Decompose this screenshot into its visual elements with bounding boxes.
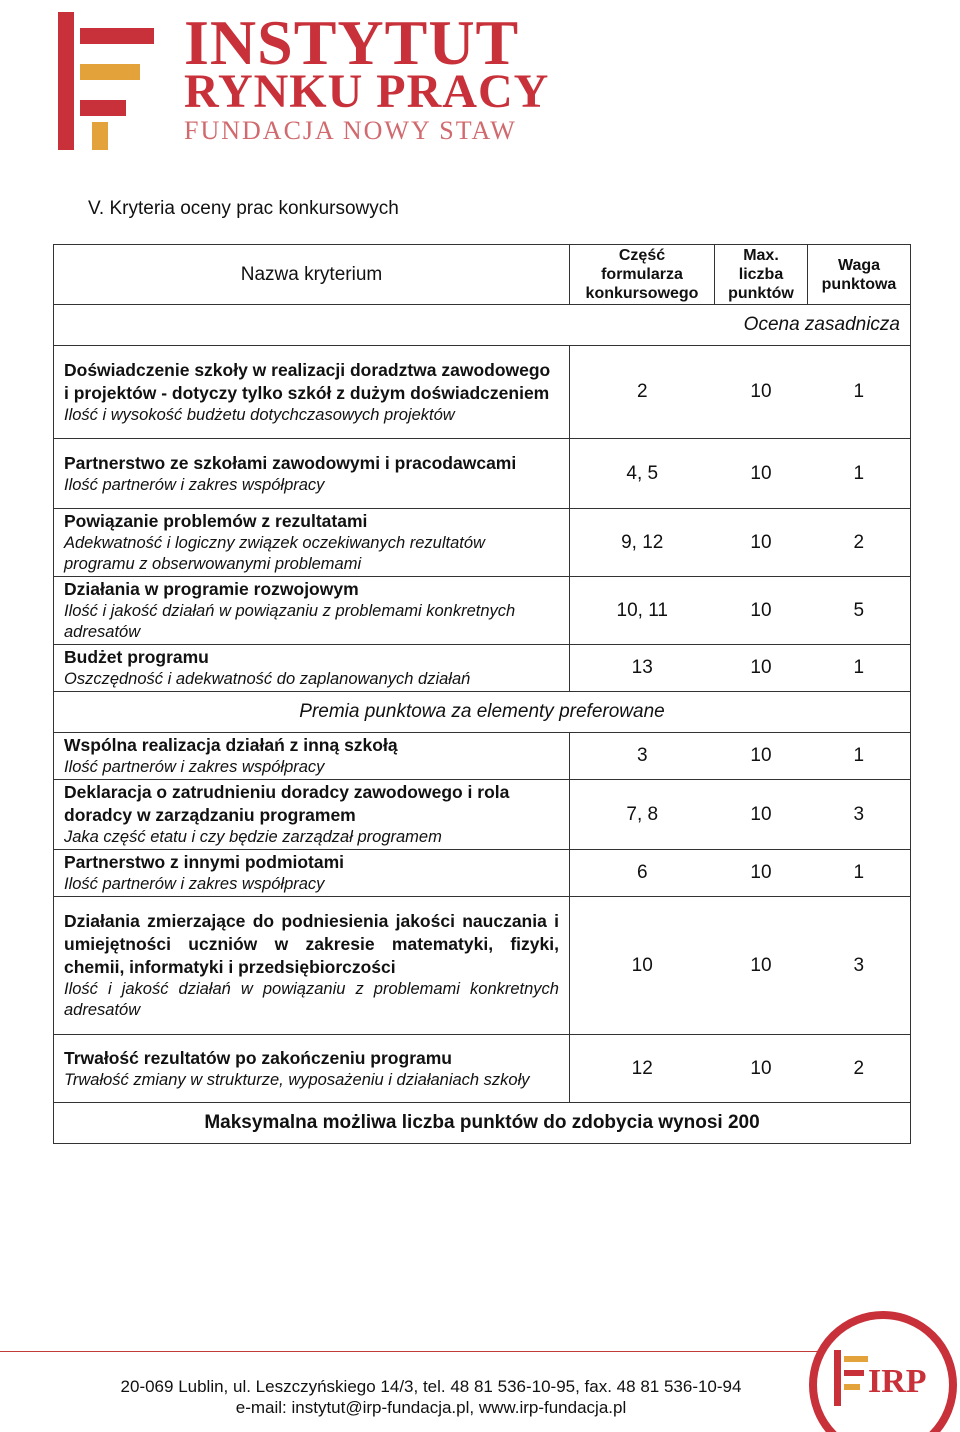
criterion-title: Działania zmierzające do podniesienia jakości nauczania i umiejętności uczniów w zakresie matematyki, fizyki, chemii, informatyki i przedsiębiorczości (64, 911, 559, 977)
max-points-value: 10 (715, 346, 808, 439)
header-max-points: Max. liczba punktów (715, 245, 808, 305)
table-row (54, 645, 911, 692)
table-row (54, 897, 911, 1035)
table-row (54, 780, 911, 850)
criterion-description: Ilość partnerów i zakres współpracy (64, 875, 325, 893)
criterion-title: Działania w programie rozwojowym (64, 579, 359, 599)
criterion-description: Ilość i jakość działań w powiązaniu z problemami konkretnych adresatów (64, 602, 516, 641)
footer-divider (0, 1351, 820, 1352)
criterion-cell (54, 1035, 570, 1103)
max-points-value: 10 (715, 439, 808, 509)
criterion-cell (54, 780, 570, 850)
table-row (54, 439, 911, 509)
criterion-description: Jaka część etatu i czy będzie zarządzał programem (64, 828, 442, 846)
form-part-value: 13 (570, 645, 715, 692)
criterion-title: Deklaracja o zatrudnieniu doradcy zawodowego i rola doradcy w zarządzaniu programem (64, 782, 510, 825)
form-part-value: 12 (570, 1035, 715, 1103)
criterion-cell (54, 509, 570, 577)
weight-value: 1 (808, 850, 911, 897)
weight-value: 1 (808, 346, 911, 439)
form-part-value: 7, 8 (570, 780, 715, 850)
max-points-value: 10 (715, 1035, 808, 1103)
weight-value: 3 (808, 780, 911, 850)
weight-value: 1 (808, 645, 911, 692)
max-points-value: 10 (715, 509, 808, 577)
institute-logo (52, 6, 572, 156)
max-points-value: 10 (715, 897, 808, 1035)
max-points-value: 10 (715, 577, 808, 645)
footer-address: 20-069 Lublin, ul. Leszczyńskiego 14/3, tel. 48 81 536-10-95, fax. 48 81 536-10-94 (120, 1377, 742, 1396)
logo-line-1: INSTYTUT (184, 7, 520, 78)
section-bonus-label: Premia punktowa za elementy preferowane (54, 692, 911, 733)
section-bonus-row (54, 692, 911, 733)
criterion-description: Adekwatność i logiczny związek oczekiwanych rezultatów programu z obserwowanymi problemami (64, 534, 485, 573)
form-part-value: 10 (570, 897, 715, 1035)
criterion-cell (54, 645, 570, 692)
total-row (54, 1103, 911, 1144)
criterion-cell (54, 733, 570, 780)
section-title: V. Kryteria oceny prac konkursowych (88, 198, 399, 219)
weight-value: 2 (808, 509, 911, 577)
form-part-value: 9, 12 (570, 509, 715, 577)
table-row (54, 577, 911, 645)
table-row (54, 1035, 911, 1103)
criterion-title: Powiązanie problemów z rezultatami (64, 511, 368, 531)
form-part-value: 6 (570, 850, 715, 897)
criterion-description: Ilość i jakość działań w powiązaniu z problemami konkretnych adresatów (64, 980, 559, 1019)
criterion-cell (54, 577, 570, 645)
weight-value: 1 (808, 733, 911, 780)
header-criterion-name: Nazwa kryterium (54, 245, 570, 305)
table-row (54, 850, 911, 897)
criterion-title: Trwałość rezultatów po zakończeniu programu (64, 1047, 452, 1068)
criterion-title: Partnerstwo ze szkołami zawodowymi i pracodawcami (64, 452, 517, 473)
criterion-title: Partnerstwo z innymi podmiotami (64, 852, 345, 872)
criterion-description: Ilość i wysokość budżetu dotychczasowych projektów (64, 405, 455, 424)
footer-contact: e-mail: instytut@irp-fundacja.pl, www.irp-fundacja.pl (235, 1398, 627, 1417)
weight-value: 3 (808, 897, 911, 1035)
criterion-cell (54, 346, 570, 439)
criterion-title: Wspólna realizacja działań z inną szkołą (64, 735, 398, 755)
weight-value: 1 (808, 439, 911, 509)
logo-mark-icon (52, 8, 172, 154)
form-part-value: 10, 11 (570, 577, 715, 645)
max-points-value: 10 (715, 645, 808, 692)
form-part-value: 4, 5 (570, 439, 715, 509)
header-form-part: Część formularza konkursowego (570, 245, 715, 305)
irp-badge-icon (808, 1310, 958, 1432)
criterion-cell (54, 850, 570, 897)
criteria-table (53, 244, 911, 1144)
criterion-title: Budżet programu (64, 647, 209, 667)
section-main-label: Ocena zasadnicza (54, 305, 911, 346)
table-row (54, 733, 911, 780)
section-main-row (54, 305, 911, 346)
criterion-description: Oszczędność i adekwatność do zaplanowanych działań (64, 670, 471, 688)
criterion-cell (54, 439, 570, 509)
max-points-value: 10 (715, 733, 808, 780)
criterion-cell (54, 897, 570, 1035)
weight-value: 5 (808, 577, 911, 645)
form-part-value: 3 (570, 733, 715, 780)
weight-value: 2 (808, 1035, 911, 1103)
logo-line-3: FUNDACJA NOWY STAW (184, 116, 517, 145)
irp-badge-text: IRP (868, 1363, 927, 1400)
total-points-label: Maksymalna możliwa liczba punktów do zdobycia wynosi 200 (54, 1103, 911, 1144)
criterion-description: Ilość partnerów i zakres współpracy (64, 758, 325, 776)
criterion-title: Doświadczenie szkoły w realizacji doradztwa zawodowego i projektów - dotyczy tylko szkół z dużym doświadczeniem (64, 359, 551, 403)
logo-line-2: RYNKU PRACY (184, 65, 550, 118)
max-points-value: 10 (715, 780, 808, 850)
criterion-description: Ilość partnerów i zakres współpracy (64, 475, 325, 494)
form-part-value: 2 (570, 346, 715, 439)
header-row (54, 245, 911, 305)
table-row (54, 509, 911, 577)
header-weight: Waga punktowa (808, 245, 911, 305)
max-points-value: 10 (715, 850, 808, 897)
criterion-description: Trwałość zmiany w strukturze, wyposażeniu i działaniach szkoły (64, 1070, 530, 1089)
table-row (54, 346, 911, 439)
